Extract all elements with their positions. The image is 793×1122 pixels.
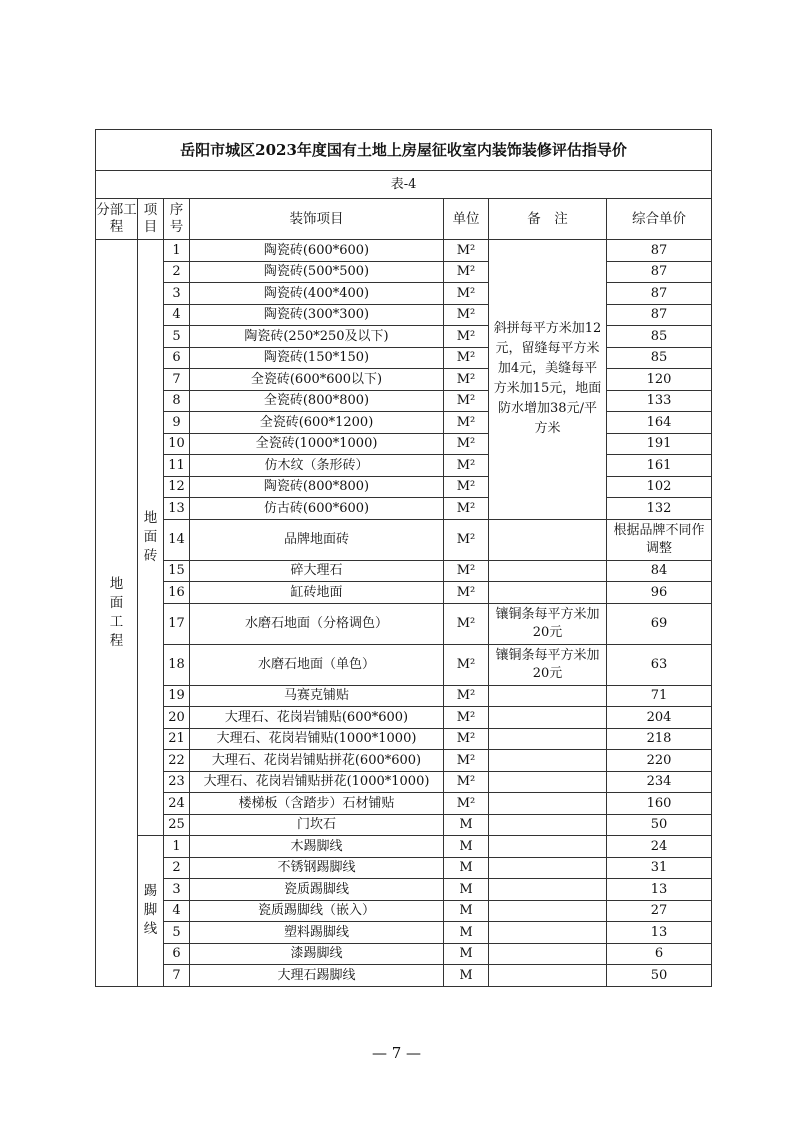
row-note xyxy=(489,582,607,604)
row-name: 陶瓷砖(800*800) xyxy=(190,476,444,498)
row-name: 陶瓷砖(250*250及以下) xyxy=(190,326,444,348)
row-note xyxy=(489,836,607,858)
row-seq: 16 xyxy=(164,582,190,604)
row-price: 160 xyxy=(607,793,712,815)
table-row xyxy=(96,857,712,879)
table-row xyxy=(96,814,712,836)
row-seq: 2 xyxy=(164,261,190,283)
row-seq: 11 xyxy=(164,455,190,477)
price-table xyxy=(95,129,712,987)
header-seq: 序号 xyxy=(164,199,190,240)
row-seq: 5 xyxy=(164,922,190,944)
row-note: 镶铜条每平方米加20元 xyxy=(489,644,607,685)
row-note xyxy=(489,879,607,901)
row-name: 全瓷砖(600*1200) xyxy=(190,412,444,434)
row-unit: M xyxy=(444,879,489,901)
row-note xyxy=(489,965,607,987)
row-seq: 10 xyxy=(164,433,190,455)
header-price: 综合单价 xyxy=(607,199,712,240)
row-name: 门坎石 xyxy=(190,814,444,836)
table-row xyxy=(96,412,712,434)
row-price: 69 xyxy=(607,603,712,644)
row-name: 漆踢脚线 xyxy=(190,943,444,965)
table-row xyxy=(96,304,712,326)
row-price: 50 xyxy=(607,814,712,836)
table-row xyxy=(96,685,712,707)
row-note xyxy=(489,922,607,944)
table-row xyxy=(96,644,712,685)
header-note: 备 注 xyxy=(489,199,607,240)
table-row xyxy=(96,240,712,262)
table-row xyxy=(96,771,712,793)
row-price: 27 xyxy=(607,900,712,922)
table-row xyxy=(96,283,712,305)
table-row xyxy=(96,455,712,477)
table-row xyxy=(96,728,712,750)
row-unit: M² xyxy=(444,390,489,412)
row-note xyxy=(489,771,607,793)
row-name: 陶瓷砖(150*150) xyxy=(190,347,444,369)
row-unit: M xyxy=(444,922,489,944)
row-note xyxy=(489,560,607,582)
row-seq: 3 xyxy=(164,283,190,305)
row-unit: M² xyxy=(444,685,489,707)
row-unit: M² xyxy=(444,728,489,750)
row-price: 85 xyxy=(607,347,712,369)
row-price: 161 xyxy=(607,455,712,477)
row-price: 87 xyxy=(607,240,712,262)
row-unit: M² xyxy=(444,707,489,729)
row-name: 大理石、花岗岩铺贴拼花(1000*1000) xyxy=(190,771,444,793)
row-seq: 5 xyxy=(164,326,190,348)
row-unit: M² xyxy=(444,240,489,262)
row-name: 瓷质踢脚线 xyxy=(190,879,444,901)
row-unit: M² xyxy=(444,476,489,498)
row-name: 全瓷砖(1000*1000) xyxy=(190,433,444,455)
row-price: 31 xyxy=(607,857,712,879)
row-name: 木踢脚线 xyxy=(190,836,444,858)
row-name: 大理石、花岗岩铺贴(1000*1000) xyxy=(190,728,444,750)
row-unit: M² xyxy=(444,304,489,326)
row-price: 根据品牌不同作调整 xyxy=(607,519,712,560)
row-seq: 1 xyxy=(164,836,190,858)
row-unit: M² xyxy=(444,347,489,369)
row-name: 缸砖地面 xyxy=(190,582,444,604)
table-row xyxy=(96,943,712,965)
row-seq: 13 xyxy=(164,498,190,520)
row-name: 品牌地面砖 xyxy=(190,519,444,560)
row-name: 不锈钢踢脚线 xyxy=(190,857,444,879)
row-price: 234 xyxy=(607,771,712,793)
row-unit: M² xyxy=(444,603,489,644)
row-seq: 6 xyxy=(164,347,190,369)
row-seq: 4 xyxy=(164,900,190,922)
row-note xyxy=(489,857,607,879)
row-seq: 3 xyxy=(164,879,190,901)
row-unit: M² xyxy=(444,644,489,685)
row-note xyxy=(489,728,607,750)
row-note xyxy=(489,750,607,772)
row-name: 仿古砖(600*600) xyxy=(190,498,444,520)
table-row xyxy=(96,390,712,412)
header-name: 装饰项目 xyxy=(190,199,444,240)
row-price: 13 xyxy=(607,879,712,901)
row-note xyxy=(489,793,607,815)
row-seq: 6 xyxy=(164,943,190,965)
row-seq: 17 xyxy=(164,603,190,644)
row-price: 96 xyxy=(607,582,712,604)
row-unit: M² xyxy=(444,433,489,455)
row-seq: 24 xyxy=(164,793,190,815)
row-seq: 8 xyxy=(164,390,190,412)
row-seq: 23 xyxy=(164,771,190,793)
row-unit: M² xyxy=(444,793,489,815)
row-name: 楼梯板（含踏步）石材铺贴 xyxy=(190,793,444,815)
table-row xyxy=(96,476,712,498)
table-row xyxy=(96,560,712,582)
table-row xyxy=(96,603,712,644)
row-seq: 1 xyxy=(164,240,190,262)
row-price: 191 xyxy=(607,433,712,455)
row-price: 87 xyxy=(607,283,712,305)
tile-note: 斜拼每平方米加12元，留缝每平方米加4元，美缝每平方米加15元，地面防水增加38元/平方米 xyxy=(489,240,607,520)
row-note xyxy=(489,519,607,560)
row-unit: M² xyxy=(444,560,489,582)
row-price: 50 xyxy=(607,965,712,987)
row-unit: M² xyxy=(444,326,489,348)
row-name: 水磨石地面（分格调色） xyxy=(190,603,444,644)
row-name: 水磨石地面（单色） xyxy=(190,644,444,685)
row-note xyxy=(489,685,607,707)
table-title: 岳阳市城区2023年度国有土地上房屋征收室内装饰装修评估指导价 xyxy=(96,130,712,171)
page-number: — 7 — xyxy=(371,1044,422,1062)
table-row xyxy=(96,433,712,455)
row-price: 71 xyxy=(607,685,712,707)
row-unit: M² xyxy=(444,261,489,283)
row-name: 陶瓷砖(600*600) xyxy=(190,240,444,262)
row-price: 24 xyxy=(607,836,712,858)
table-row xyxy=(96,582,712,604)
row-unit: M² xyxy=(444,369,489,391)
row-seq: 2 xyxy=(164,857,190,879)
row-unit: M² xyxy=(444,283,489,305)
row-note xyxy=(489,900,607,922)
row-unit: M xyxy=(444,836,489,858)
row-note xyxy=(489,707,607,729)
table-row xyxy=(96,965,712,987)
row-unit: M xyxy=(444,814,489,836)
row-price: 13 xyxy=(607,922,712,944)
table-row xyxy=(96,498,712,520)
row-seq: 15 xyxy=(164,560,190,582)
row-unit: M² xyxy=(444,412,489,434)
row-price: 220 xyxy=(607,750,712,772)
table-row xyxy=(96,369,712,391)
row-seq: 7 xyxy=(164,965,190,987)
table-row xyxy=(96,519,712,560)
header-division: 分部工程 xyxy=(96,199,138,240)
row-seq: 19 xyxy=(164,685,190,707)
row-unit: M xyxy=(444,900,489,922)
table-row xyxy=(96,793,712,815)
row-name: 碎大理石 xyxy=(190,560,444,582)
row-unit: M xyxy=(444,857,489,879)
header-row xyxy=(96,199,712,240)
row-name: 仿木纹（条形砖） xyxy=(190,455,444,477)
row-name: 塑料踢脚线 xyxy=(190,922,444,944)
table-row xyxy=(96,707,712,729)
group-label: 地面砖 xyxy=(138,240,164,836)
row-seq: 12 xyxy=(164,476,190,498)
row-note xyxy=(489,943,607,965)
row-unit: M² xyxy=(444,750,489,772)
table-row xyxy=(96,326,712,348)
row-price: 85 xyxy=(607,326,712,348)
row-price: 87 xyxy=(607,304,712,326)
row-price: 204 xyxy=(607,707,712,729)
row-unit: M xyxy=(444,965,489,987)
row-name: 陶瓷砖(300*300) xyxy=(190,304,444,326)
row-name: 陶瓷砖(400*400) xyxy=(190,283,444,305)
row-name: 全瓷砖(800*800) xyxy=(190,390,444,412)
group-label: 踢脚线 xyxy=(138,836,164,987)
row-unit: M² xyxy=(444,771,489,793)
row-price: 120 xyxy=(607,369,712,391)
table-row xyxy=(96,836,712,858)
table-row xyxy=(96,261,712,283)
header-unit: 单位 xyxy=(444,199,489,240)
row-name: 大理石、花岗岩铺贴拼花(600*600) xyxy=(190,750,444,772)
row-note: 镶铜条每平方米加20元 xyxy=(489,603,607,644)
row-note xyxy=(489,814,607,836)
row-price: 6 xyxy=(607,943,712,965)
row-seq: 14 xyxy=(164,519,190,560)
row-name: 大理石、花岗岩铺贴(600*600) xyxy=(190,707,444,729)
row-price: 164 xyxy=(607,412,712,434)
row-price: 87 xyxy=(607,261,712,283)
row-seq: 22 xyxy=(164,750,190,772)
row-unit: M xyxy=(444,943,489,965)
row-unit: M² xyxy=(444,582,489,604)
row-seq: 20 xyxy=(164,707,190,729)
row-name: 全瓷砖(600*600以下) xyxy=(190,369,444,391)
row-seq: 9 xyxy=(164,412,190,434)
row-price: 132 xyxy=(607,498,712,520)
row-name: 陶瓷砖(500*500) xyxy=(190,261,444,283)
header-item: 项目 xyxy=(138,199,164,240)
row-name: 瓷质踢脚线（嵌入） xyxy=(190,900,444,922)
row-seq: 21 xyxy=(164,728,190,750)
row-unit: M² xyxy=(444,455,489,477)
division-label: 地面工程 xyxy=(96,240,138,987)
row-seq: 4 xyxy=(164,304,190,326)
row-price: 63 xyxy=(607,644,712,685)
row-unit: M² xyxy=(444,498,489,520)
row-seq: 18 xyxy=(164,644,190,685)
table-subtitle: 表-4 xyxy=(96,171,712,199)
row-price: 102 xyxy=(607,476,712,498)
row-seq: 25 xyxy=(164,814,190,836)
row-seq: 7 xyxy=(164,369,190,391)
table-row xyxy=(96,900,712,922)
table-row xyxy=(96,879,712,901)
table-row xyxy=(96,922,712,944)
row-name: 马赛克铺贴 xyxy=(190,685,444,707)
row-price: 218 xyxy=(607,728,712,750)
row-price: 84 xyxy=(607,560,712,582)
table-row xyxy=(96,750,712,772)
row-name: 大理石踢脚线 xyxy=(190,965,444,987)
row-unit: M² xyxy=(444,519,489,560)
row-price: 133 xyxy=(607,390,712,412)
table-row xyxy=(96,347,712,369)
